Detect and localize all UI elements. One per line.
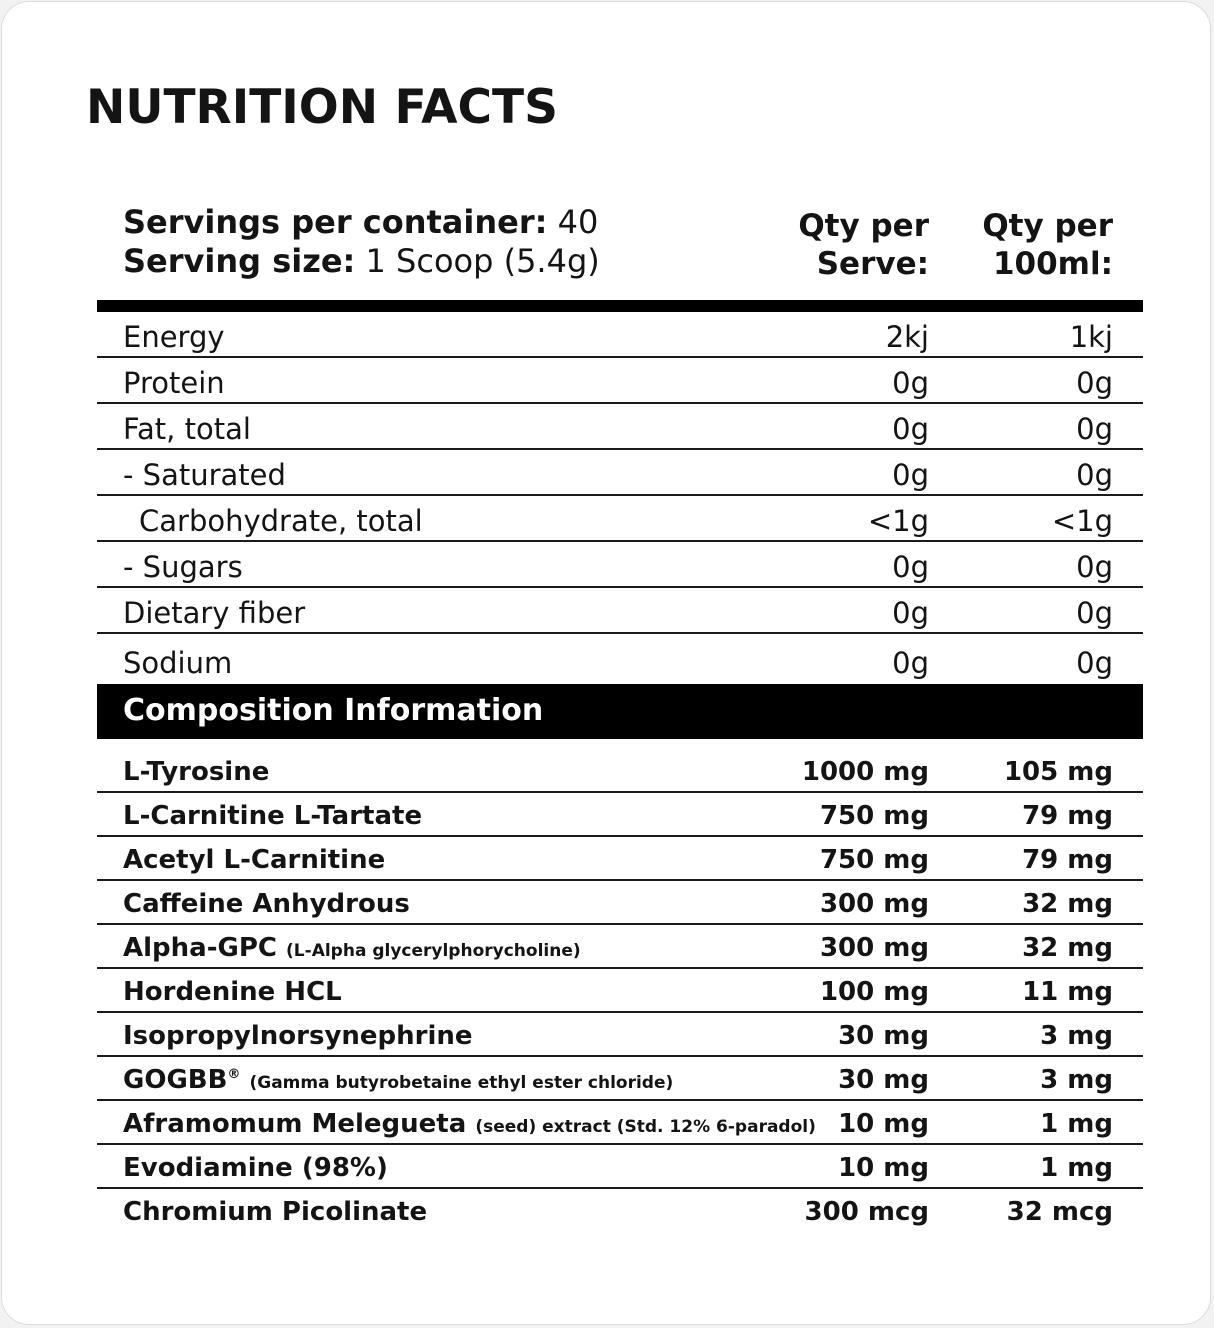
- composition-row: GOGBB® (Gamma butyrobetaine ethyl ester chloride) 30 mg 3 mg: [97, 1057, 1143, 1101]
- servings-per-container: Servings per container: 40: [123, 203, 599, 241]
- label-header: [97, 197, 1143, 300]
- ingredient-note: (seed) extract (Std. 12% 6-paradol): [475, 1117, 816, 1137]
- nutrient-row: - Sugars 0g 0g: [97, 542, 1143, 588]
- column-header-serve: Qty per Serve:: [798, 208, 929, 282]
- composition-row: Evodiamine (98%) 10 mg 1 mg: [97, 1145, 1143, 1189]
- composition-row: Alpha-GPC (L-Alpha glycerylphorycholine) 300 mg 32 mg: [97, 925, 1143, 969]
- nutrition-label: [97, 197, 1143, 1231]
- composition-row: Chromium Picolinate 300 mcg 32 mcg: [123, 1197, 1113, 1227]
- composition-row: Aframomum Melegueta (seed) extract (Std. 12% 6-paradol) 10 mg 1 mg: [97, 1101, 1143, 1145]
- composition-header-bar: [97, 684, 1143, 739]
- composition-row: Hordenine HCL 100 mg 11 mg: [97, 969, 1143, 1013]
- nutrient-table: [97, 312, 1143, 682]
- serving-size: Serving size: 1 Scoop (5.4g): [123, 242, 600, 280]
- nutrient-row: Fat, total 0g 0g: [97, 404, 1143, 450]
- column-header-per-100ml: Qty per 100ml:: [982, 208, 1113, 282]
- composition-row: Acetyl L-Carnitine 750 mg 79 mg: [97, 837, 1143, 881]
- composition-row: L-Tyrosine 1000 mg 105 mg: [97, 749, 1143, 793]
- header-divider: [97, 300, 1143, 312]
- serving-info: [123, 203, 600, 281]
- nutrient-row: Energy 2kj 1kj: [97, 312, 1143, 358]
- nutrient-row: Sodium 0g 0g: [123, 646, 1113, 680]
- nutrient-row: - Saturated 0g 0g: [97, 450, 1143, 496]
- nutrient-row: Dietary fiber 0g 0g: [97, 588, 1143, 634]
- composition-heading: Composition Information: [123, 693, 544, 728]
- nutrient-row: Protein 0g 0g: [97, 358, 1143, 404]
- composition-row: Isopropylnorsynephrine 30 mg 3 mg: [97, 1013, 1143, 1057]
- nutrient-row: Carbohydrate, total <1g <1g: [97, 496, 1143, 542]
- nutrition-card: [1, 1, 1211, 1325]
- composition-row: L-Carnitine L-Tartate 750 mg 79 mg: [97, 793, 1143, 837]
- registered-mark: ®: [227, 1067, 241, 1082]
- ingredient-note: (Gamma butyrobetaine ethyl ester chloride): [249, 1073, 674, 1093]
- composition-table: [97, 749, 1143, 1231]
- ingredient-note: (L-Alpha glycerylphorycholine): [286, 941, 581, 961]
- page-title: NUTRITION FACTS: [86, 80, 558, 135]
- composition-row: Caffeine Anhydrous 300 mg 32 mg: [97, 881, 1143, 925]
